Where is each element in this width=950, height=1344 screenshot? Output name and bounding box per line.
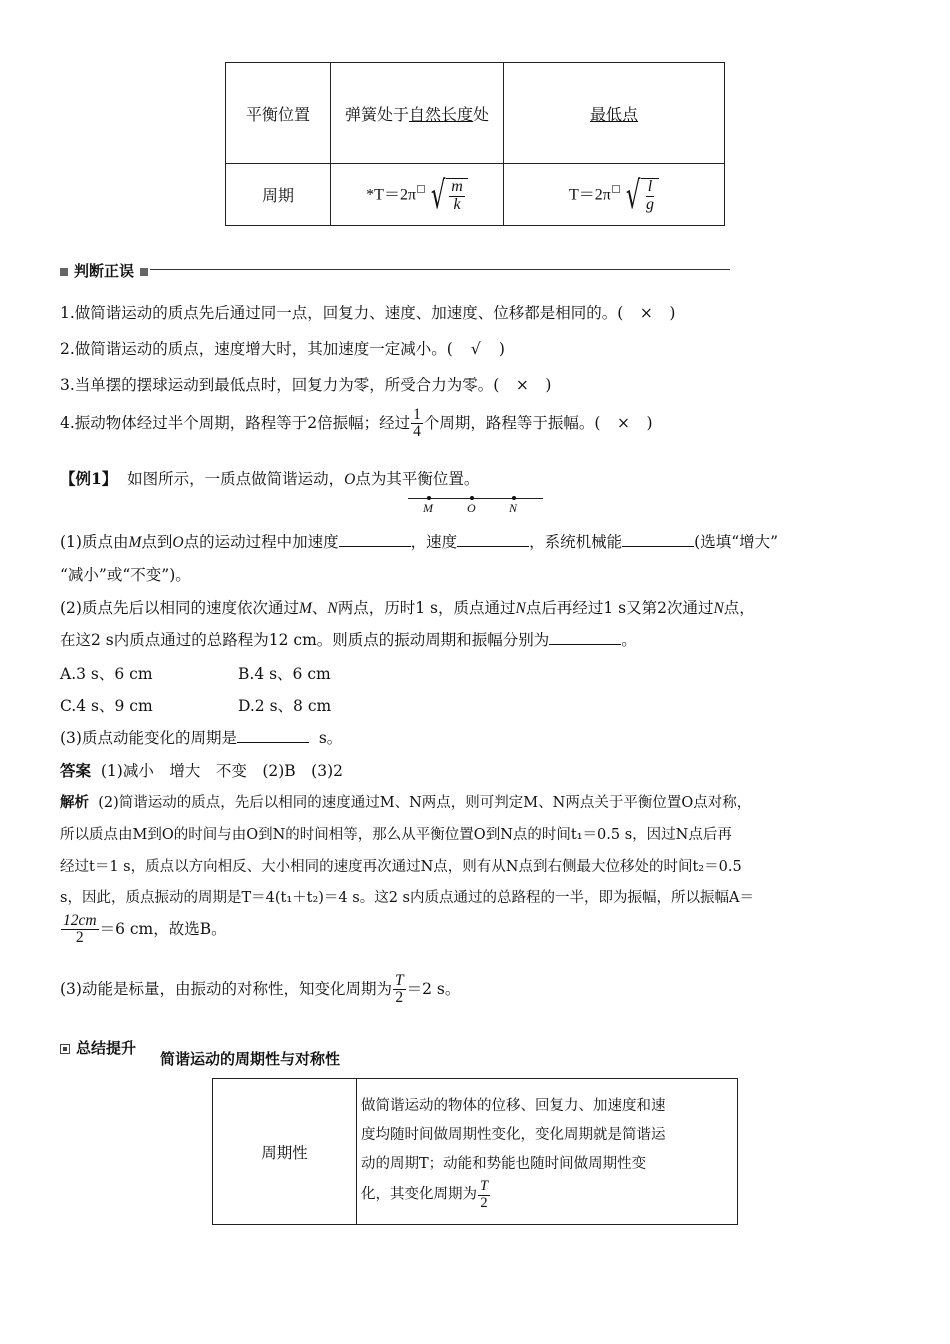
fraction	[478, 1179, 490, 1210]
analysis-text: ＝2 s。	[406, 979, 461, 998]
label-o: O	[467, 501, 476, 515]
question-2-cont	[60, 628, 637, 650]
option-d: D.2 s、8 cm	[238, 697, 332, 715]
content-text: 化，其变化周期为	[361, 1187, 477, 1203]
analysis-line-1	[60, 791, 751, 812]
frac-den: k	[453, 195, 461, 213]
item-text: 2.做简谐运动的质点，速度增大时，其加速度一定减小。(	[60, 340, 453, 358]
summary-heading	[60, 1037, 136, 1058]
question-1-cont: “减小”或“不变”)。	[60, 566, 191, 584]
analysis-line-3: 经过t＝1 s，质点以方向相反、大小相同的速度再次通过N点，则有从N点到右侧最大位移处的时间t₂＝0.5	[60, 859, 742, 875]
item-text: 1.做简谐运动的质点先后通过同一点，回复力、速度、加速度、位移都是相同的。(	[60, 304, 624, 322]
var: M	[298, 600, 312, 617]
frac-den: g	[646, 195, 655, 213]
square-bullet-icon	[60, 1044, 70, 1054]
frac-den: 2	[395, 989, 404, 1007]
q-text: s。	[318, 729, 343, 747]
spring-prefix: 弹簧处于	[344, 104, 409, 124]
label-n: N	[509, 501, 518, 515]
divider	[150, 269, 730, 270]
analysis-line-2: 所以质点由M到O的时间与由O到N的时间相等，那么从平衡位置O到N点的时间t₁＝0.5 s，因过N点后再	[60, 827, 732, 843]
judge-heading	[60, 260, 730, 280]
q-text: 点，	[723, 599, 755, 617]
section-title: 判断正误	[74, 262, 135, 280]
table-row	[226, 164, 725, 226]
answer-blank[interactable]	[549, 629, 621, 645]
table-row	[226, 63, 725, 164]
table-row	[213, 1079, 738, 1225]
judge-item-2	[60, 337, 505, 359]
q-text: 点到	[141, 533, 173, 551]
intro-text: 如图所示，一质点做简谐运动，	[127, 470, 345, 488]
spring-suffix: 处	[473, 104, 490, 124]
answer	[60, 759, 343, 781]
content-line: 度均随时间做周期性变化，变化周期就是简谐运	[361, 1127, 666, 1144]
point-o	[470, 496, 474, 500]
intro-text: 点为其平衡位置。	[355, 470, 480, 488]
q-text: ，速度	[410, 533, 458, 551]
pendulum-equilibrium	[504, 63, 725, 164]
answer-blank[interactable]	[622, 531, 694, 547]
frac-num: T	[480, 1178, 489, 1195]
summary-table	[212, 1078, 738, 1225]
q-text: 点后再经过1 s又第2次通过	[525, 599, 714, 617]
analysis-line-4: s，因此，质点振动的周期是T＝4(t₁＋t₂)＝4 s。这2 s内质点通过的总路程的一半，即为振幅，所以振幅A＝	[60, 890, 754, 906]
judge-item-4	[60, 407, 653, 441]
q-text: 、	[311, 599, 328, 617]
var: O	[344, 471, 356, 488]
q-text: (2)质点先后以相同的速度依次通过	[60, 599, 299, 617]
q-text: (3)质点动能变化的周期是	[60, 729, 237, 747]
placeholder-box-icon	[612, 185, 620, 193]
option-a: A.3 s、6 cm	[60, 665, 153, 683]
fraction	[61, 913, 99, 947]
analysis-line-6	[60, 973, 460, 1007]
answer-label: 答案	[60, 762, 92, 780]
question-1	[60, 530, 778, 552]
analysis-text: ＝6 cm，故选B。	[99, 919, 227, 938]
var: N	[327, 600, 338, 617]
square-bullet-icon	[60, 268, 68, 276]
frac-num: m	[451, 177, 463, 195]
item-text: 3.当单摆的摆球运动到最低点时，回复力为零，所受合力为零。(	[60, 376, 500, 394]
item-text: 4.振动物体经过半个周期，路程等于2倍振幅；经过	[60, 413, 411, 432]
sqrt: √ $\frac{m}{k}$	[426, 176, 468, 214]
analysis-label: 解析	[60, 795, 89, 811]
var: N	[515, 600, 526, 617]
fraction	[644, 179, 656, 214]
analysis-text: (2)简谐运动的质点，先后以相同的速度通过M、N两点，则可判定M、N两点关于平衡位置O点对称，	[98, 795, 752, 811]
q-text: (选填“增大”	[694, 533, 779, 551]
q-text: ，系统机械能	[529, 533, 623, 551]
pendulum-period-formula	[504, 164, 725, 226]
item-close: )	[498, 340, 505, 358]
square-bullet-icon	[140, 268, 148, 276]
example-tag: 【例1】	[60, 469, 118, 488]
row-content	[357, 1079, 738, 1225]
judge-item-3	[60, 373, 551, 395]
frac-num: 1	[413, 406, 421, 423]
analysis-text: (3)动能是标量，由振动的对称性，知变化周期为	[60, 979, 392, 998]
oscillation-figure	[408, 495, 543, 517]
pendulum-text: 最低点	[589, 104, 638, 124]
judge-mark: ×	[616, 413, 630, 432]
frac-den: 2	[75, 929, 84, 947]
content-line: 动的周期T；动能和势能也随时间做周期性变	[361, 1156, 647, 1173]
q-text: 在这2 s内质点通过的总路程为12 cm。则质点的振动周期和振幅分别为	[60, 631, 550, 649]
row-label: 周期性	[213, 1079, 357, 1225]
item-close: )	[545, 376, 552, 394]
spring-period-formula	[331, 164, 504, 226]
judge-mark: √	[470, 340, 481, 358]
content-line: 做简谐运动的物体的位移、回复力、加速度和速	[361, 1098, 666, 1115]
summary-subtitle: 简谐运动的周期性与对称性	[160, 1050, 341, 1068]
sqrt: √ $\frac{l}{g}$	[621, 176, 659, 214]
item-text: 个周期，路程等于振幅。(	[423, 413, 601, 432]
example-intro	[60, 467, 479, 489]
frac-num: l	[647, 177, 653, 195]
point-n	[512, 496, 516, 500]
q-text: (1)质点由	[60, 533, 129, 551]
formula-prefix: *T＝2π	[366, 186, 417, 203]
row-label: 平衡位置	[226, 63, 331, 164]
answer-blank[interactable]	[457, 531, 529, 547]
option-c: C.4 s、9 cm	[60, 697, 153, 715]
q-text: 。	[621, 631, 637, 649]
fraction	[393, 973, 406, 1007]
comparison-table	[225, 62, 725, 226]
judge-mark: ×	[639, 304, 653, 322]
section-title: 总结提升	[76, 1039, 137, 1057]
label-m: M	[423, 501, 433, 515]
answer-text: (1)减小 增大 不变 (2)B (3)2	[100, 762, 343, 780]
content-line	[361, 1179, 733, 1210]
q-text: 点的运动过程中加速度	[183, 533, 339, 551]
option-b: B.4 s、6 cm	[238, 665, 331, 683]
fraction	[449, 179, 465, 214]
answer-blank[interactable]	[237, 727, 309, 743]
frac-den: 2	[480, 1194, 488, 1211]
formula-prefix: T＝2π	[568, 186, 611, 203]
question-3	[60, 726, 342, 748]
row-label: 周期	[226, 164, 331, 226]
var: N	[713, 600, 724, 617]
var: O	[172, 534, 184, 551]
item-close: )	[669, 304, 676, 322]
placeholder-box-icon	[417, 185, 425, 193]
point-m	[427, 496, 431, 500]
var: M	[128, 534, 142, 551]
spring-equilibrium	[331, 63, 504, 164]
frac-den: 4	[413, 423, 421, 441]
question-2	[60, 596, 755, 618]
frac-num: T	[394, 972, 404, 989]
judge-item-1	[60, 301, 675, 323]
frac-num: 12cm	[63, 912, 97, 929]
spring-underlined: 自然长度	[408, 104, 473, 124]
analysis-line-5	[60, 913, 227, 947]
answer-blank[interactable]	[339, 531, 411, 547]
q-text: 两点，历时1 s，质点通过	[337, 599, 516, 617]
fraction	[411, 407, 423, 441]
item-close: )	[646, 413, 653, 432]
judge-mark: ×	[515, 376, 529, 394]
